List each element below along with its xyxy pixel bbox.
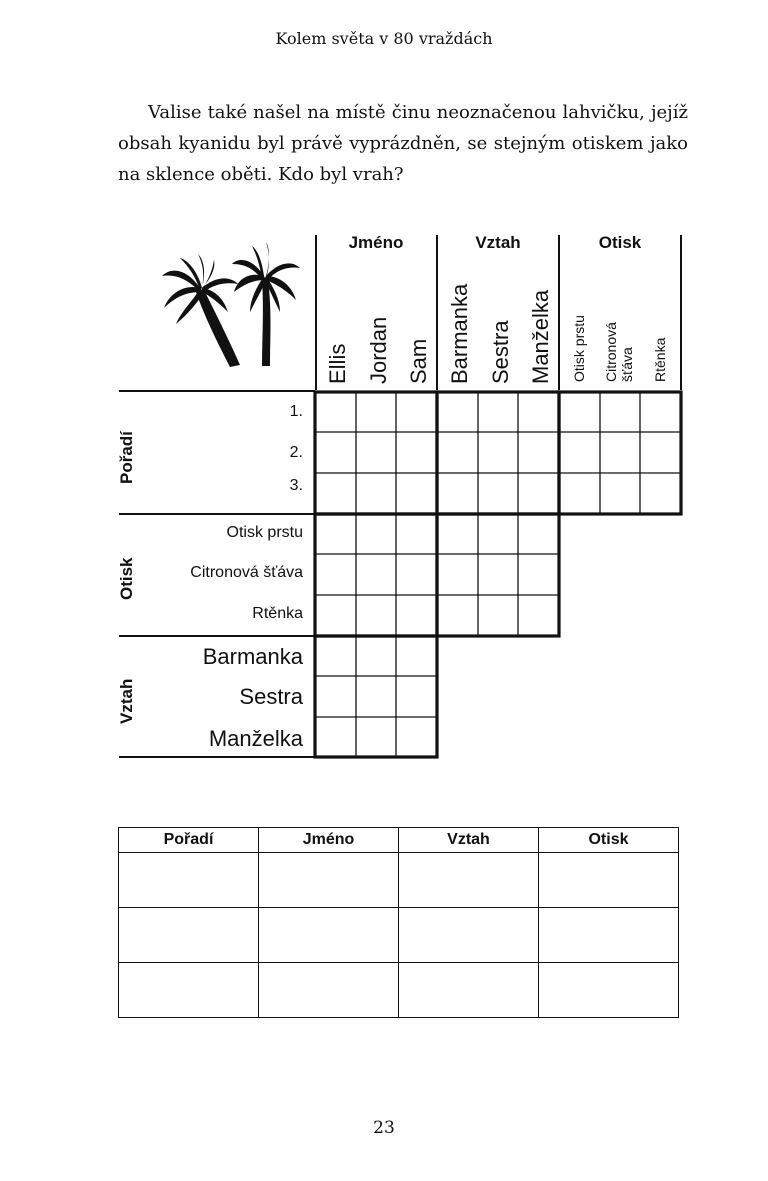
answer-row — [119, 963, 679, 1018]
row-header-divider — [119, 513, 315, 515]
col-label-barmanka: Barmanka — [447, 283, 472, 384]
side-category-poradi: Pořadí — [117, 431, 136, 484]
answer-cell[interactable] — [259, 963, 399, 1018]
row-label-2: 2. — [289, 444, 303, 461]
row-label-rtenka: Rtěnka — [252, 605, 303, 622]
answer-cell[interactable] — [539, 908, 679, 963]
answer-row — [119, 853, 679, 908]
row-label-1: 1. — [289, 403, 303, 420]
col-label-otisk-prstu: Otisk prstu — [571, 315, 587, 382]
row-header-divider — [119, 390, 315, 392]
col-label-manzelka: Manželka — [528, 289, 553, 384]
top-category-jmeno: Jméno — [348, 233, 404, 252]
header-divider — [680, 235, 682, 390]
row-label-manzelka: Manželka — [208, 726, 303, 751]
answer-cell[interactable] — [119, 853, 259, 908]
col-label-citronova — [603, 322, 635, 382]
col-label-sam: Sam — [406, 338, 431, 384]
row-label-3: 3. — [289, 477, 303, 494]
answer-cell[interactable] — [119, 908, 259, 963]
header-divider — [315, 235, 317, 390]
top-category-vztah: Vztah — [475, 233, 521, 252]
story-paragraph — [118, 97, 688, 190]
row-header-divider — [119, 635, 315, 637]
answer-header-jmeno: Jméno — [259, 828, 399, 853]
header-divider — [558, 235, 560, 390]
answer-cell[interactable] — [399, 963, 539, 1018]
answer-row — [119, 908, 679, 963]
side-category-otisk: Otisk — [117, 557, 136, 600]
logic-grid — [310, 385, 690, 765]
side-category-vztah: Vztah — [117, 678, 136, 724]
col-label-rtenka: Rtěnka — [652, 337, 668, 382]
col-label-citronova-line1: Citronová — [603, 322, 619, 382]
answer-cell[interactable] — [259, 853, 399, 908]
answer-table — [118, 827, 679, 1018]
row-label-otisk-prstu: Otisk prstu — [226, 524, 303, 541]
answer-cell[interactable] — [539, 963, 679, 1018]
top-category-otisk: Otisk — [598, 233, 642, 252]
row-label-barmanka: Barmanka — [202, 644, 303, 669]
row-header-divider — [119, 756, 315, 758]
story-text: Valise také našel na místě činu neoznačenou lahvičku, jejíž obsah kyanidu byl právě vyprázdněn, se stejným otiskem jako na sklence oběti. Kdo byl vrah? — [118, 102, 688, 185]
answer-cell[interactable] — [259, 908, 399, 963]
answer-header-poradi: Pořadí — [119, 828, 259, 853]
answer-cell[interactable] — [399, 853, 539, 908]
col-label-citronova-line2: šťáva — [619, 347, 635, 382]
answer-header-vztah: Vztah — [399, 828, 539, 853]
running-header: Kolem světa v 80 vraždách — [275, 29, 493, 48]
palm-trees-icon — [158, 240, 303, 375]
answer-cell[interactable] — [119, 963, 259, 1018]
row-label-citronova-stava: Citronová šťáva — [190, 564, 303, 581]
answer-cell[interactable] — [539, 853, 679, 908]
answer-header-otisk: Otisk — [539, 828, 679, 853]
col-label-jordan: Jordan — [366, 316, 391, 384]
header-divider — [436, 235, 438, 390]
answer-cell[interactable] — [399, 908, 539, 963]
row-label-sestra: Sestra — [239, 684, 303, 709]
col-label-ellis: Ellis — [325, 343, 350, 384]
col-label-sestra: Sestra — [488, 320, 513, 384]
page-number: 23 — [373, 1118, 395, 1138]
